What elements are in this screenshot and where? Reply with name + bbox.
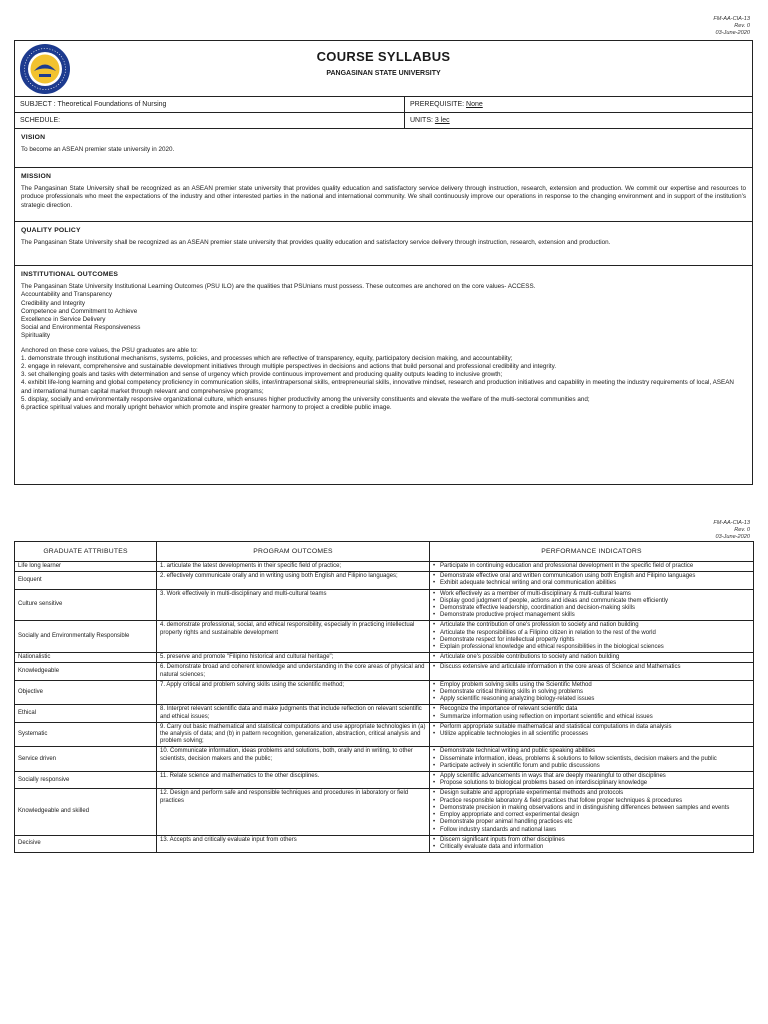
performance-indicators <box>430 663 754 680</box>
indicator-list <box>433 790 750 833</box>
indicator-item: • Design suitable and appropriate experimental methods and protocols <box>433 790 750 797</box>
indicator-list <box>433 591 750 620</box>
form-number: FM-AA-CIA-13 <box>713 16 750 22</box>
outcome-item: 1. demonstrate through institutional mechanisms, systems, policies, and processes which are reflective of transparency, equity, participatory decision making, and accountability; <box>21 354 513 362</box>
indicator-list <box>433 654 750 661</box>
indicator-item: • Discern significant inputs from other disciplines <box>433 837 750 844</box>
indicator-item: • Employ appropriate and correct experimental design <box>433 812 750 819</box>
table-row <box>15 835 754 852</box>
indicator-list <box>433 837 750 851</box>
table-row <box>15 663 754 680</box>
outcome-item: 2. engage in relevant, comprehensive and sustainable development initiatives through multiple perspectives in decisions and actions that build personal and professional credibility and integrity. <box>21 363 557 371</box>
subject-field: SUBJECT : Theoretical Foundations of Nursing <box>15 97 405 112</box>
program-outcome: 4. demonstrate professional, social, and ethical responsibility, especially in practicing intellectual property rights and sustainable development <box>157 621 430 653</box>
outcome-item: 5. display, socially and environmentally responsive organizational culture, which ensures higher productivity among the university constituents and elevate the welfare of the multi-sectoral communities and; <box>21 395 590 403</box>
indicator-item: • Articulate the contribution of one's profession to society and nation building <box>433 622 750 629</box>
indicator-item: • Employ problem solving skills using the Scientific Method <box>433 682 750 689</box>
graduate-attribute: Culture sensitive <box>15 589 157 621</box>
syllabus-header <box>15 41 752 97</box>
performance-indicators <box>430 835 754 852</box>
effective-date: 03-June-2020 <box>715 534 750 540</box>
column-header: GRADUATE ATTRIBUTES <box>15 542 157 562</box>
indicator-item: • Practice responsible laboratory & field practices that follow proper techniques & procedures <box>433 798 750 805</box>
performance-indicators <box>430 562 754 572</box>
program-outcome: 9. Carry out basic mathematical and statistical computations and use appropriate technologies in (a) the analysis of data; and (b) in pattern recognition, generalization, abstraction, critical analysis and problem solving; <box>157 722 430 747</box>
indicator-item: • Utilize applicable technologies in all scientific processes <box>433 731 750 738</box>
institutional-outcomes-section <box>15 266 752 418</box>
indicator-item: • Demonstrate effective leadership, coordination and decision-making skills <box>433 605 750 612</box>
prerequisite-value: None <box>466 101 483 108</box>
indicator-item: • Apply scientific reasoning analyzing biology-related issues <box>433 696 750 703</box>
graduate-attribute: Socially and Environmentally Responsible <box>15 621 157 653</box>
table-row <box>15 722 754 747</box>
outcomes-title: INSTITUTIONAL OUTCOMES <box>21 271 119 278</box>
document-code <box>713 16 750 37</box>
indicator-list <box>433 622 750 651</box>
graduate-attribute: Objective <box>15 680 157 705</box>
core-value: Excellence in Service Delivery <box>21 316 106 324</box>
core-value: Spirituality <box>21 332 51 340</box>
core-value: Credibility and Integrity <box>21 299 86 307</box>
indicator-list <box>433 706 750 720</box>
vision-title: VISION <box>21 134 46 141</box>
core-value: Accountability and Transparency <box>21 291 113 299</box>
info-row-2 <box>15 113 752 129</box>
outcomes-lead: Anchored on these core values, the PSU graduates are able to: <box>21 346 198 354</box>
performance-indicators <box>430 747 754 772</box>
graduate-attribute: Eloquent <box>15 572 157 589</box>
program-outcome: 11. Relate science and mathematics to the other disciplines. <box>157 772 430 789</box>
indicator-list <box>433 664 750 671</box>
mission-text: The Pangasinan State University shall be recognized as an ASEAN premier state university that provides quality education and satisfactory service delivery through instruction, research, extension and production. We commit our expertise and resources to produce professionals who meet the expectations of the industry and other interested parties in the national and international community. We shall continuously improve our operations in response to the changing environment and in support of the institution's strategic direction. <box>21 185 746 209</box>
program-outcome: 12. Design and perform safe and responsible techniques and procedures in laboratory or field practices <box>157 789 430 835</box>
indicator-list <box>433 682 750 704</box>
mission-section <box>15 168 752 222</box>
table-row <box>15 589 754 621</box>
effective-date: 03-June-2020 <box>715 30 750 36</box>
program-outcome: 1. articulate the latest developments in their specific field of practice; <box>157 562 430 572</box>
graduate-attribute: Nationalistic <box>15 653 157 663</box>
page-title: COURSE SYLLABUS <box>316 49 451 64</box>
indicator-list <box>433 773 750 787</box>
units-value: 3 lec <box>434 117 450 124</box>
program-outcome: 6. Demonstrate broad and coherent knowledge and understanding in the core areas of physical and natural sciences; <box>157 663 430 680</box>
core-value: Competence and Commitment to Achieve <box>21 307 138 315</box>
indicator-item: • Exhibit adequate technical writing and oral communication abilities <box>433 580 750 587</box>
indicator-item: • Display good judgment of people, actions and ideas and communicate them efficiently <box>433 598 750 605</box>
graduate-attribute: Ethical <box>15 705 157 722</box>
indicator-item: • Critically evaluate data and information <box>433 844 750 851</box>
graduate-attribute: Decisive <box>15 835 157 852</box>
graduate-attribute: Systematic <box>15 722 157 747</box>
indicator-item: • Demonstrate effective oral and written communication using both English and Filipino languages <box>433 573 750 580</box>
table-row <box>15 653 754 663</box>
table-header-row <box>15 542 754 562</box>
performance-indicators <box>430 772 754 789</box>
indicator-list <box>433 573 750 587</box>
indicator-item: • Summarize information using reflection on important scientific and ethical issues <box>433 714 750 721</box>
table-row <box>15 562 754 572</box>
performance-indicators <box>430 653 754 663</box>
table-row <box>15 680 754 705</box>
indicator-item: • Explain professional knowledge and ethical responsibilities in the biological sciences <box>433 644 750 651</box>
graduate-attribute: Knowledgeable <box>15 663 157 680</box>
program-outcome: 13. Accepts and critically evaluate input from others <box>157 835 430 852</box>
units-label: UNITS: <box>410 117 435 124</box>
graduate-attributes-table <box>14 541 754 853</box>
indicator-list <box>433 724 750 738</box>
units-field <box>405 113 752 128</box>
performance-indicators <box>430 572 754 589</box>
table-row <box>15 705 754 722</box>
column-header: PERFORMANCE INDICATORS <box>430 542 754 562</box>
program-outcome: 2. effectively communicate orally and in writing using both English and Filipino languages; <box>157 572 430 589</box>
outcome-item: 3. set challenging goals and tasks with determination and sense of urgency which provide continuous improvement and producing quality outputs leading to inclusive growth; <box>21 371 503 379</box>
quality-policy-text: The Pangasinan State University shall be recognized as an ASEAN premier state university that provides quality education and satisfactory service delivery through instruction, research, extension and production. <box>21 239 611 247</box>
indicator-item: • Recognize the importance of relevant scientific data <box>433 706 750 713</box>
prerequisite-label: PREREQUISITE: <box>410 101 467 108</box>
program-outcome: 8. Interpret relevant scientific data and make judgments that include reflection on relevant scientific and ethical issues; <box>157 705 430 722</box>
revision: Rev. 0 <box>734 527 750 533</box>
table-body <box>15 562 754 853</box>
vision-text: To become an ASEAN premier state university in 2020. <box>21 146 175 154</box>
indicator-item: • Articulate one's possible contributions to society and nation building <box>433 654 750 661</box>
prerequisite-field <box>405 97 752 112</box>
indicator-item: • Demonstrate technical writing and public speaking abilities <box>433 748 750 755</box>
core-value: Social and Environmental Responsiveness <box>21 324 141 332</box>
graduate-attribute: Knowledgeable and skilled <box>15 789 157 835</box>
performance-indicators <box>430 680 754 705</box>
performance-indicators <box>430 589 754 621</box>
vision-section <box>15 129 752 168</box>
outcomes-intro: The Pangasinan State University Institutional Learning Outcomes (PSU ILO) are the qualities that PSUnians must possess. These outcomes are anchored on the core values- ACCESS. <box>21 283 536 291</box>
form-number: FM-AA-CIA-13 <box>713 520 750 526</box>
indicator-item: • Demonstrate proper animal handling practices etc <box>433 819 750 826</box>
indicator-item: • Demonstrate productive project management skills <box>433 612 750 619</box>
performance-indicators <box>430 789 754 835</box>
outcome-item: 4. exhibit life-long learning and global competency proficiency in communication skills, inter/intrapersonal skills, entrepreneurial skills, innovative mindset, research and production initiatives and capability in meeting the industry requirements of local, ASEAN and international human capital market through relevant and comprehensive programs; <box>21 379 734 395</box>
schedule-field: SCHEDULE: <box>15 113 405 128</box>
indicator-item: • Participate in continuing education and professional development in the specific field of practice <box>433 563 750 570</box>
indicator-list <box>433 748 750 770</box>
column-header: PROGRAM OUTCOMES <box>157 542 430 562</box>
performance-indicators <box>430 621 754 653</box>
program-outcome: 5. preserve and promote "Filipino historical and cultural heritage"; <box>157 653 430 663</box>
performance-indicators <box>430 722 754 747</box>
quality-policy-section <box>15 222 752 266</box>
quality-policy-title: QUALITY POLICY <box>21 227 81 234</box>
indicator-item: • Articulate the responsibilities of a Filipino citizen in relation to the rest of the world <box>433 630 750 637</box>
indicator-item: • Work effectively as a member of multi-disciplinary & multi-cultural teams <box>433 591 750 598</box>
document-code <box>713 520 750 541</box>
mission-title: MISSION <box>21 173 52 180</box>
graduate-attribute: Life long learner <box>15 562 157 572</box>
table-row <box>15 621 754 653</box>
performance-indicators <box>430 705 754 722</box>
indicator-item: • Propose solutions to biological problems based on interdisciplinary knowledge <box>433 780 750 787</box>
graduate-attribute: Socially responsive <box>15 772 157 789</box>
table-row <box>15 572 754 589</box>
table-row <box>15 789 754 835</box>
indicator-item: • Discuss extensive and articulate information in the core areas of Science and Mathematics <box>433 664 750 671</box>
indicator-item: • Participate actively in scientific forum and public discussions <box>433 763 750 770</box>
info-row-1 <box>15 97 752 113</box>
indicator-item: • Apply scientific advancements in ways that are deeply meaningful to other disciplines <box>433 773 750 780</box>
syllabus-page-1 <box>14 40 753 485</box>
indicator-item: • Follow industry standards and national laws <box>433 827 750 834</box>
indicator-item: • Demonstrate precision in making observations and in distinguishing differences between samples and events <box>433 805 750 812</box>
indicator-item: • Perform appropriate suitable mathematical and statistical computations in data analysis <box>433 724 750 731</box>
indicator-list <box>433 563 750 570</box>
graduate-attribute: Service driven <box>15 747 157 772</box>
table-row <box>15 747 754 772</box>
indicator-item: • Demonstrate respect for intellectual property rights <box>433 637 750 644</box>
program-outcome: 3. Work effectively in multi-disciplinary and multi-cultural teams <box>157 589 430 621</box>
program-outcome: 7. Apply critical and problem solving skills using the scientific method; <box>157 680 430 705</box>
table-row <box>15 772 754 789</box>
indicator-item: • Demonstrate critical thinking skills in solving problems <box>433 689 750 696</box>
revision: Rev. 0 <box>734 23 750 29</box>
outcome-item: 6.practice spiritual values and morally upright behavior which promote and inspire greater harmony to project a credible public image. <box>21 404 392 412</box>
indicator-item: • Disseminate information, ideas, problems & solutions to fellow scientists, decision makers and the public <box>433 756 750 763</box>
university-name: PANGASINAN STATE UNIVERSITY <box>326 70 441 77</box>
program-outcome: 10. Communicate information, ideas problems and solutions, both, orally and in writing, to other scientists, decision makers and the public; <box>157 747 430 772</box>
